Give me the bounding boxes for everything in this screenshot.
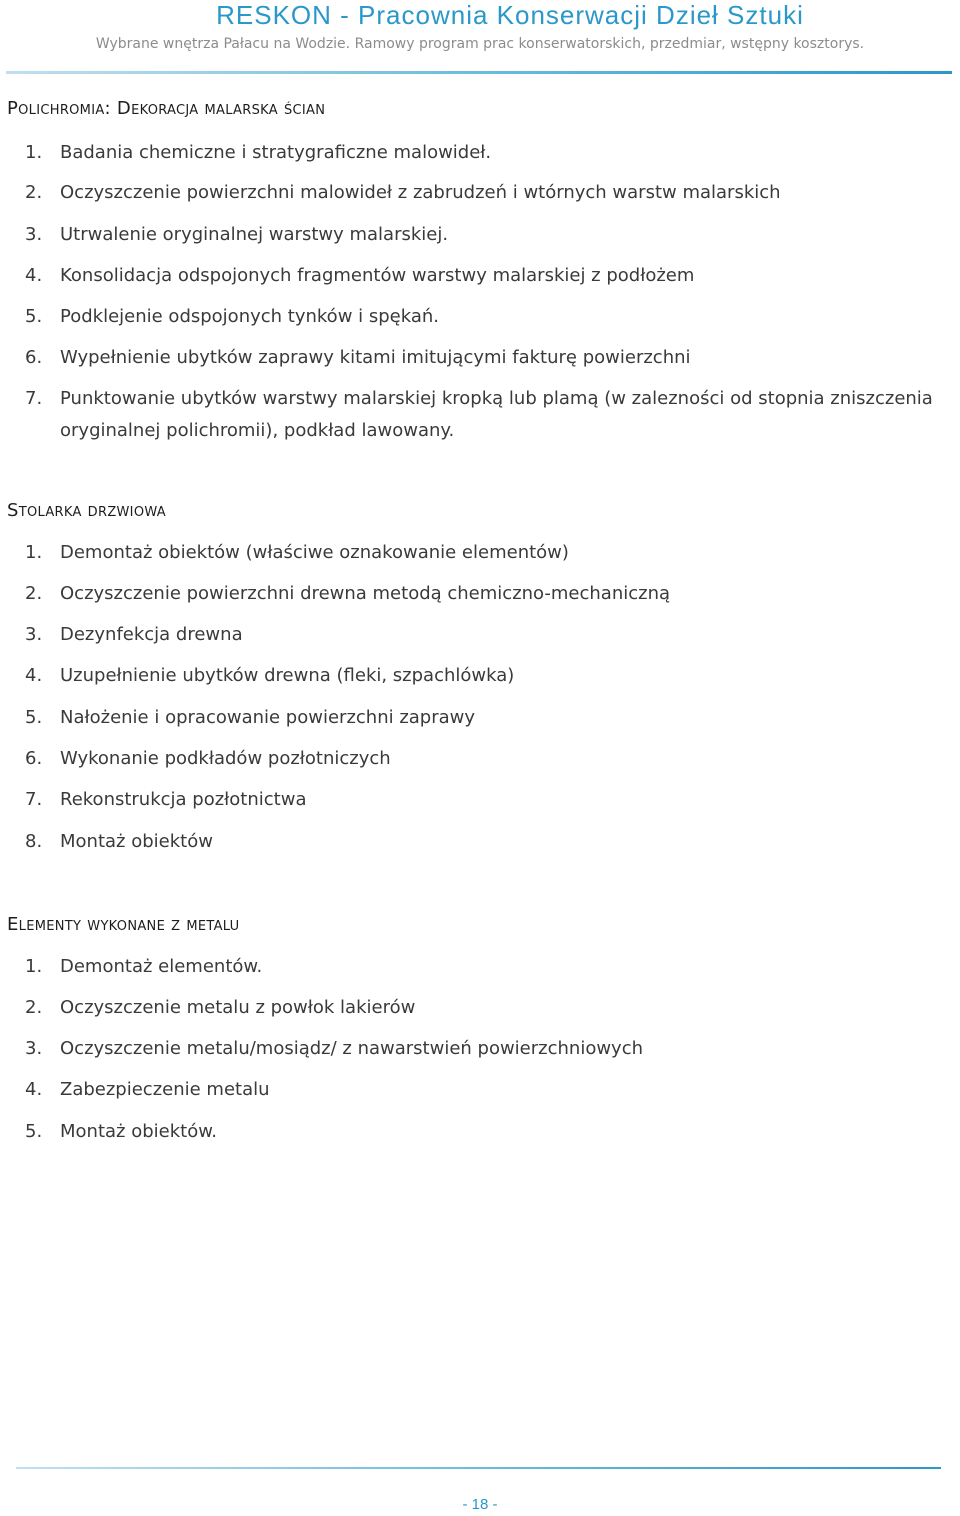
- footer-divider: [16, 1467, 941, 1469]
- list-item-number: 1.: [25, 956, 43, 977]
- list-item: [25, 177, 952, 209]
- list-item-number: 5.: [25, 306, 43, 327]
- list-item: [25, 219, 952, 251]
- list-item-number: 8.: [25, 831, 43, 852]
- list-item-number: 2.: [25, 182, 43, 203]
- list-item-number: 7.: [25, 789, 43, 810]
- list-item-number: 5.: [25, 707, 43, 728]
- list-item-text: Nałożenie i opracowanie powierzchni zaprawy: [60, 707, 476, 728]
- page-number: - 18 -: [462, 1496, 498, 1513]
- list-item-text: Wykonanie podkładów pozłotniczych: [60, 748, 391, 769]
- list-item-number: 5.: [25, 1121, 43, 1142]
- list-item: [25, 784, 952, 816]
- list-item-number: 4.: [25, 265, 43, 286]
- list-item: [25, 342, 952, 374]
- list-item-text: Oczyszczenie metalu z powłok lakierów: [60, 997, 416, 1018]
- list-item-text: Utrwalenie oryginalnej warstwy malarskiej.: [60, 224, 449, 245]
- list-item-text: Rekonstrukcja pozłotnictwa: [60, 789, 307, 810]
- list-item: [25, 301, 952, 333]
- list-item-number: 4.: [25, 1079, 43, 1100]
- list-item: [25, 537, 952, 569]
- list-item-text: Dezynfekcja drewna: [60, 624, 243, 645]
- list-item: [25, 951, 952, 983]
- list-item-text: Montaż obiektów: [60, 831, 213, 852]
- list-item-number: 2.: [25, 583, 43, 604]
- section-heading-stolarka: Stolarka drzwiowa: [7, 500, 166, 521]
- list-item-text: Uzupełnienie ubytków drewna (fleki, szpachlówka): [60, 665, 515, 686]
- list-item-number: 3.: [25, 624, 43, 645]
- list-item: [25, 992, 952, 1024]
- page-header: [0, 0, 960, 76]
- list-item: [25, 660, 952, 692]
- section-heading-polichromia: Polichromia: Dekoracja malarska ścian: [7, 98, 326, 119]
- list-item-number: 1.: [25, 142, 43, 163]
- list-item-number: 4.: [25, 665, 43, 686]
- header-subtitle: Wybrane wnętrza Pałacu na Wodzie. Ramowy program prac konserwatorskich, przedmiar, wstępny kosztorys.: [95, 36, 865, 52]
- list-item-text: Zabezpieczenie metalu: [60, 1079, 270, 1100]
- list-item-text: Podklejenie odspojonych tynków i spękań.: [60, 306, 440, 327]
- list-item-number: 3.: [25, 224, 43, 245]
- list-item-number: 6.: [25, 347, 43, 368]
- list-item-text: Punktowanie ubytków warstwy malarskiej kropką lub plamą (w zalezności od stopnia zniszczenia oryginalnej polichromii), podkład lawowany.: [60, 388, 933, 441]
- list-item: [25, 1033, 952, 1065]
- list-item-text: Montaż obiektów.: [60, 1121, 218, 1142]
- list-item: [25, 1074, 952, 1106]
- header-divider: [6, 71, 952, 74]
- section-heading-metal: Elementy wykonane z metalu: [7, 914, 240, 935]
- list-item-text: Konsolidacja odspojonych fragmentów warstwy malarskiej z podłożem: [60, 265, 695, 286]
- list-item-number: 7.: [25, 388, 43, 409]
- list-item-number: 1.: [25, 542, 43, 563]
- list-item-text: Oczyszczenie powierzchni drewna metodą chemiczno-mechaniczną: [60, 583, 671, 604]
- header-title: RESKON - Pracownia Konserwacji Dzieł Sztuki: [216, 0, 804, 30]
- list-item: [25, 383, 952, 447]
- list-item: [25, 1116, 952, 1148]
- list-item-number: 6.: [25, 748, 43, 769]
- list-item-text: Wypełnienie ubytków zaprawy kitami imitującymi fakturę powierzchni: [60, 347, 691, 368]
- list-item: [25, 578, 952, 610]
- list-item: [25, 702, 952, 734]
- list-item-text: Demontaż elementów.: [60, 956, 263, 977]
- list-item: [25, 137, 952, 169]
- list-item-text: Badania chemiczne i stratygraficzne malowideł.: [60, 142, 492, 163]
- list-item-number: 2.: [25, 997, 43, 1018]
- list-item-text: Demontaż obiektów (właściwe oznakowanie elementów): [60, 542, 569, 563]
- list-item: [25, 619, 952, 651]
- list-item-text: Oczyszczenie metalu/mosiądz/ z nawarstwień powierzchniowych: [60, 1038, 644, 1059]
- list-item-text: Oczyszczenie powierzchni malowideł z zabrudzeń i wtórnych warstw malarskich: [60, 182, 781, 203]
- list-item: [25, 743, 952, 775]
- list-item: [25, 826, 952, 858]
- list-item-number: 3.: [25, 1038, 43, 1059]
- list-item: [25, 260, 952, 292]
